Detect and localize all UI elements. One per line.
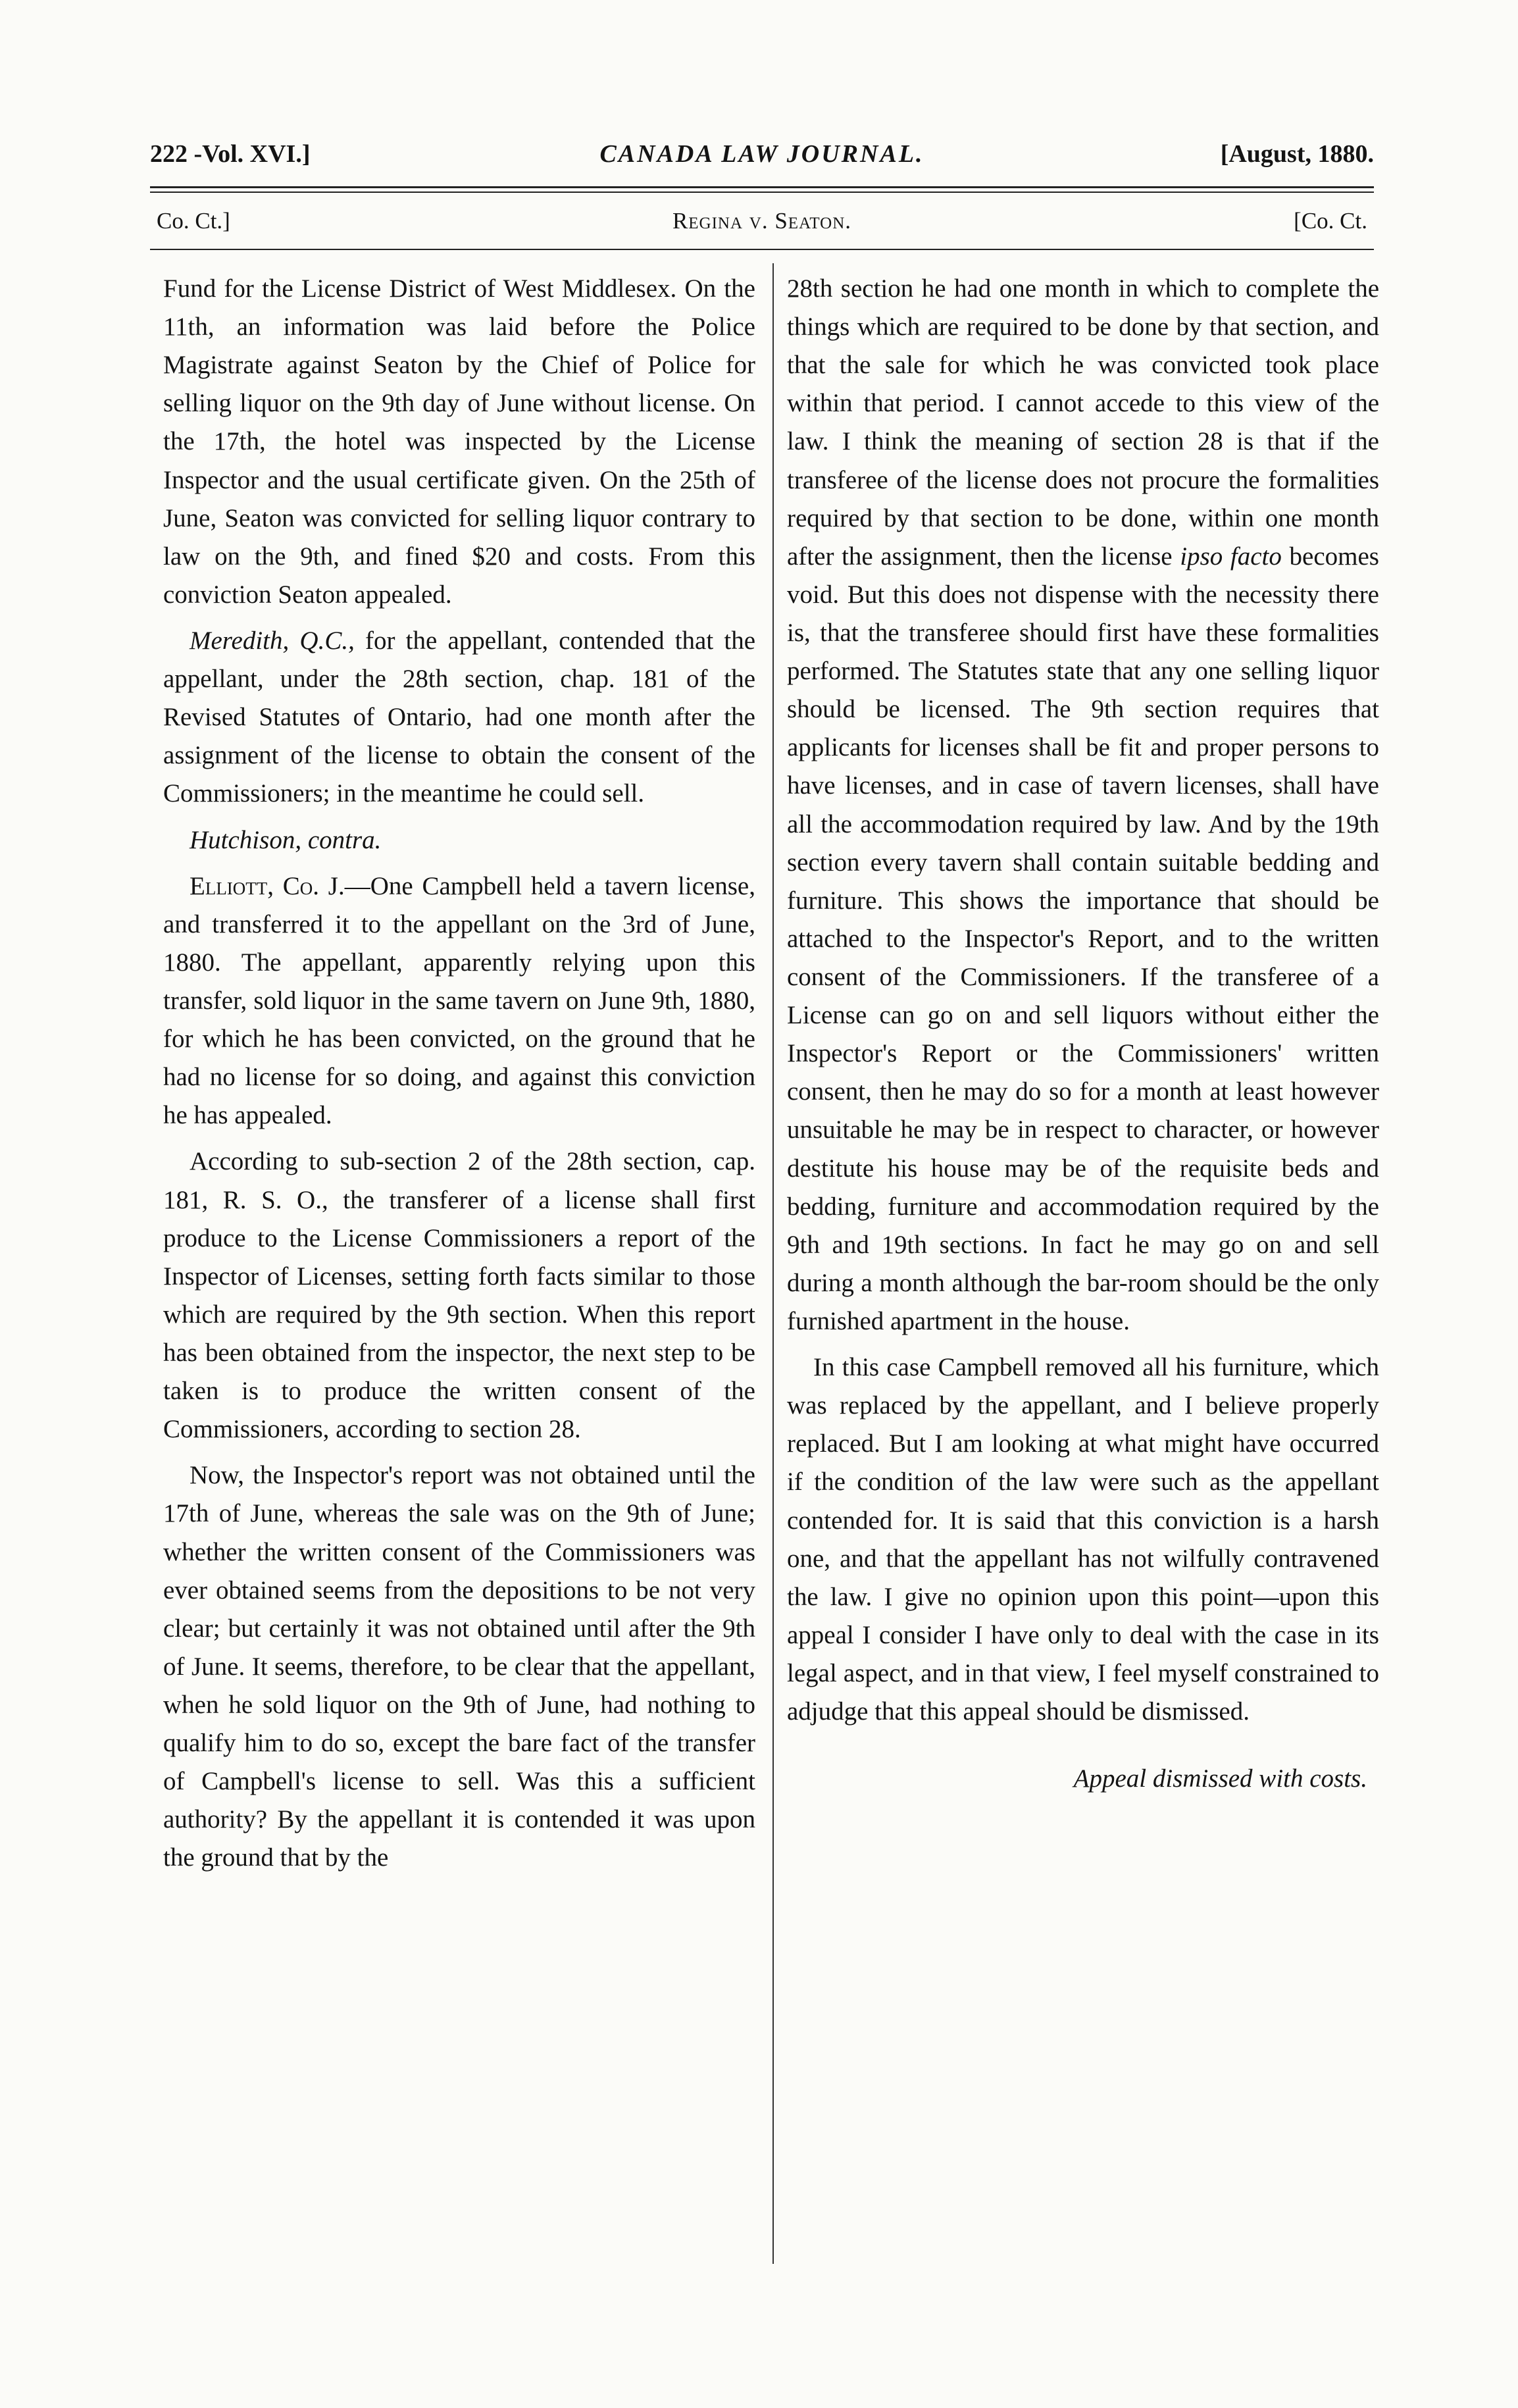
header-volume: 222 -Vol. XVI.] (150, 140, 311, 168)
column-divider (772, 263, 774, 2264)
paragraph-facts: Fund for the License District of West Middlesex. On the 11th, an information was laid before the Police Magistrate against Seaton by the Chief of Police for selling liquor on the 9th day of June without license. On the 17th, the hotel was inspected by the License Inspector and the usual certificate given. On the 25th of June, Seaton was convicted for selling liquor contrary to law on the 9th, and fined $20 and costs. From this conviction Seaton appealed. (163, 274, 755, 609)
judgment-opening-text: —One Campbell held a tavern license, and transferred it to the appellant on the 3rd of June, 1880. The appellant, apparently relying upon this transfer, sold liquor in the same tavern on June 9th, 1880, for which he has been convicted, on the ground that he had no license for so doing, and against this conviction he has appealed. (163, 871, 755, 1130)
court-label-right: [Co. Ct. (1294, 208, 1367, 234)
running-header (150, 140, 1374, 186)
paragraph-statute: According to sub-section 2 of the 28th section, cap. 181, R. S. O., the transferer of a license shall first produce to the License Commissioners a report of the Inspector of Licenses, setting forth facts similar to those which are required by the 9th section. When this report has been obtained from the inspector, the next step to be taken is to produce the written consent of the Commissioners, according to section 28. (163, 1147, 755, 1444)
paragraph-respondent-counsel: Hutchison, contra. (190, 825, 382, 854)
header-date: [August, 1880. (1220, 140, 1374, 168)
case-header (150, 208, 1374, 241)
case-header-rule (150, 249, 1374, 250)
appellant-argument-text: for the appellant, contended that the appellant, under the 28th section, chap. 181 of the Revised Statutes of Ontario, had one month after the assignment of the license to obtain the consent of the Commissioners; in the meantime he could sell. (163, 626, 756, 808)
paragraph-conclusion: In this case Campbell removed all his furniture, which was replaced by the appellant, and I believe properly replaced. But I am looking at what might have occurred if the condition of the law were such as the appellant contended for. It is said that this conviction is a harsh one, and that the appellant has not wilfully contravened the law. I give no opinion upon this point—upon this appeal I consider I have only to deal with the case in its legal aspect, and in that view, I feel myself constrained to adjudge that this appeal should be dismissed. (787, 1353, 1379, 1726)
section-28-text-a: 28th section he had one month in which to complete the things which are required to be done by that section, and that the sale for which he was convicted took place within that period. I cannot accede to this view of the law. I think the meaning of section 28 is that if the transferee of the license does not procure the formalities required by that section to be done, within one month after the assignment, then the license (787, 274, 1379, 571)
paragraph-inspector-report: Now, the Inspector's report was not obtained until the 17th of June, whereas the sale was on the 9th of June; whether the written consent of the Commissioners was ever obtained seems from the depositions to be not very clear; but certainly it was not obtained until after the 9th of June. It seems, therefore, to be clear that the appellant, when he sold liquor on the 9th of June, had nothing to qualify him to do so, except the bare fact of the transfer of Campbell's license to sell. Was this a sufficient authority? By the appellant it is contended it was upon the ground that by the (163, 1461, 755, 1872)
header-rule-top (150, 186, 1374, 188)
left-column (163, 270, 755, 1885)
judge-name: Elliott, Co. J. (190, 871, 345, 900)
paragraph-appellant-argument (163, 622, 755, 813)
header-rule-bottom (150, 192, 1374, 193)
paragraph-judgment-opening (163, 867, 755, 1135)
case-title: Regina v. Seaton. (672, 208, 852, 234)
disposition: Appeal dismissed with costs. (1073, 1764, 1367, 1793)
paragraph-section-28 (787, 270, 1379, 1341)
header-journal-title: CANADA LAW JOURNAL. (599, 140, 924, 168)
latin-phrase: ipso facto (1180, 542, 1282, 571)
court-label-left: Co. Ct.] (157, 208, 230, 234)
counsel-name-appellant: Meredith, Q.C., (190, 626, 355, 655)
right-column (787, 270, 1379, 1806)
section-28-text-b: becomes void. But this does not dispense with the necessity there is, that the transferee should first have these formalities performed. The Statutes state that any one selling liquor should be licensed. The 9th section requires that applicants for licenses shall be fit and proper persons to have licenses, and in case of tavern licenses, shall have all the accommodation required by law. And by the 19th section every tavern shall contain suitable bedding and furniture. This shows the importance that should be attached to the Inspector's Report, and to the written consent of the Commissioners. If the transferee of a License can go on and sell liquors without either the Inspector's Report or the Commissioners' written consent, then he may do so for a month at least however unsuitable he may be in respect to character, or however destitute his house may be of the requisite beds and bedding, furniture and accommodation required by the 9th and 19th sections. In fact he may go on and sell during a month although the bar-room should be the only furnished apartment in the house. (787, 542, 1379, 1335)
